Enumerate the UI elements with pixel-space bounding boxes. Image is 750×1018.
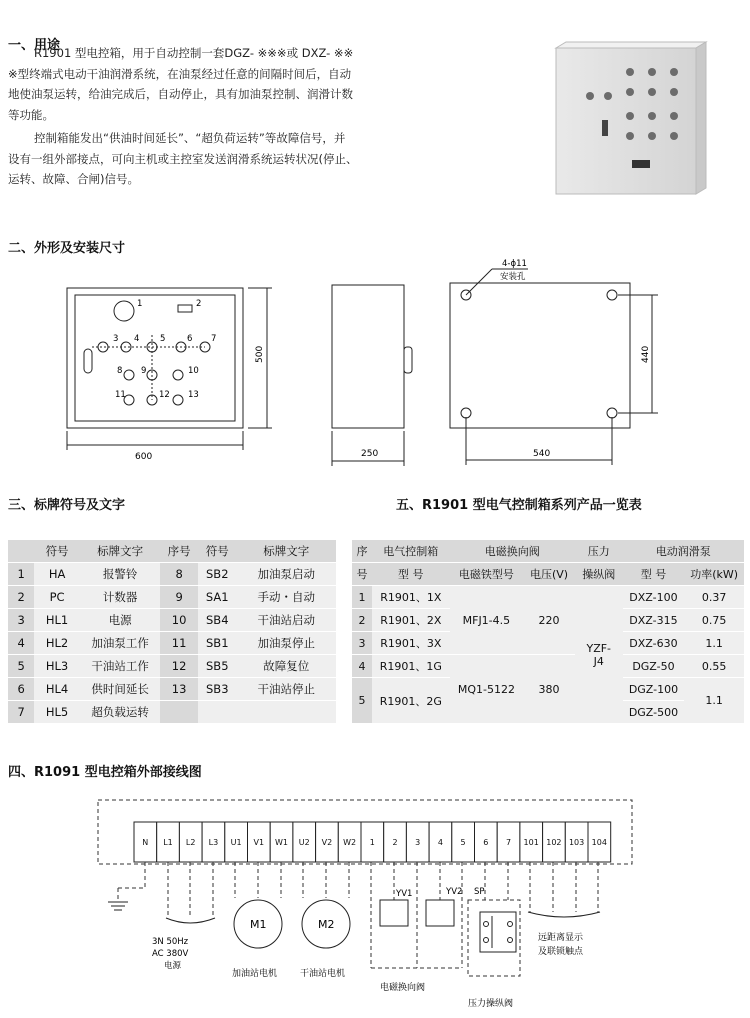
td: HL4 [34, 678, 80, 701]
td: 超负载运转 [80, 701, 160, 724]
front-view [67, 288, 272, 450]
m2-label: M2 [318, 918, 335, 931]
section1-paragraph-2 [8, 128, 418, 190]
td: 手动・自动 [237, 586, 336, 609]
back-view [450, 269, 658, 465]
side-label-depth: 250 [361, 449, 379, 459]
td: 220 [523, 586, 575, 655]
front-num: 6 [187, 334, 193, 344]
table-row [8, 563, 336, 586]
terminal-label: V2 [321, 838, 333, 847]
th: 符号 [34, 540, 80, 563]
m2-caption: 干油站电机 [300, 969, 346, 979]
psw-caption: 压力操纵阀 [468, 999, 514, 1009]
section4-heading: 四、R1091 型电控箱外部接线图 [8, 765, 202, 780]
td: SB2 [198, 563, 237, 586]
td: MQ1-5122 [450, 655, 524, 724]
td: SB4 [198, 609, 237, 632]
dimension-drawings [0, 255, 750, 470]
table-row [8, 609, 336, 632]
td: HL2 [34, 632, 80, 655]
td: 1 [8, 563, 34, 586]
td: 加油泵启动 [237, 563, 336, 586]
td: 1.1 [684, 632, 744, 655]
td: 380 [523, 655, 575, 724]
power-brace [166, 918, 215, 923]
front-num: 1 [137, 299, 143, 309]
td: DXZ-315 [623, 609, 685, 632]
td [237, 701, 336, 724]
td: 2 [352, 609, 372, 632]
para-line: 地使油泵运转，给油完成后，自动停止，具有加油泵控制、润滑计数 [8, 87, 353, 101]
th: 电压(V) [523, 563, 575, 586]
td: R1901、2X [372, 609, 450, 632]
td: DXZ-630 [623, 632, 685, 655]
td: SB1 [198, 632, 237, 655]
symbol-table [8, 540, 336, 724]
td: 5 [352, 678, 372, 724]
front-label-width: 600 [135, 452, 153, 462]
td: DGZ-50 [623, 655, 685, 678]
th: 型 号 [623, 563, 685, 586]
hole-label: 安装孔 [500, 272, 526, 282]
td [160, 701, 198, 724]
section2-heading: 二、外形及安装尺寸 [8, 241, 126, 256]
td [575, 586, 623, 724]
th: 电气控制箱 [372, 540, 450, 563]
td: SB5 [198, 655, 237, 678]
td: SA1 [198, 586, 237, 609]
side-view [332, 285, 412, 466]
th: 序号 [160, 540, 198, 563]
terminal-label: V1 [253, 838, 265, 847]
td: 干油站启动 [237, 609, 336, 632]
terminal-label: W2 [343, 838, 357, 847]
terminal-label: 5 [460, 838, 466, 847]
sp-label: SP [474, 887, 485, 897]
valve-caption: 电磁换向阀 [380, 983, 426, 993]
td: 供时间延长 [80, 678, 160, 701]
front-num: 3 [113, 334, 119, 344]
th: 序 [352, 540, 372, 563]
section5-heading: 五、R1901 型电气控制箱系列产品一览表 [396, 498, 642, 513]
td: 1 [352, 586, 372, 609]
th: 号 [352, 563, 372, 586]
power-line-3: 电源 [164, 961, 182, 971]
terminal-label: L2 [185, 838, 196, 847]
td: 8 [160, 563, 198, 586]
th: 符号 [198, 540, 237, 563]
td: R1901、1X [372, 586, 450, 609]
terminal-label: 1 [369, 838, 375, 847]
section3-heading: 三、标牌符号及文字 [8, 498, 126, 513]
td [198, 701, 237, 724]
th: 标牌文字 [80, 540, 160, 563]
td: 故障复位 [237, 655, 336, 678]
front-num: 13 [188, 390, 199, 400]
td: 电源 [80, 609, 160, 632]
front-num: 12 [159, 390, 170, 400]
td: 2 [8, 586, 34, 609]
back-label-height: 440 [641, 345, 651, 363]
td: HL3 [34, 655, 80, 678]
th: 电磁换向阀 [450, 540, 575, 563]
para-line: 等功能。 [8, 107, 54, 122]
front-num: 4 [134, 334, 140, 344]
td: 9 [160, 586, 198, 609]
td: 6 [8, 678, 34, 701]
table-header [352, 540, 744, 563]
pressure-line: YZF- [586, 641, 612, 655]
td: 0.37 [684, 586, 744, 609]
td: HA [34, 563, 80, 586]
terminal-label: 104 [591, 838, 607, 847]
th [8, 540, 34, 563]
terminal-label: 103 [568, 838, 585, 847]
front-num: 5 [160, 334, 166, 344]
td: 4 [352, 655, 372, 678]
terminal-label: W1 [275, 838, 288, 847]
hole-spec: 4-ϕ11 [502, 259, 527, 269]
front-num: 7 [211, 334, 217, 344]
terminal-label: N [142, 838, 149, 847]
th: 压力 [575, 540, 623, 563]
valve-yv1-icon [380, 900, 408, 926]
td: 0.75 [684, 609, 744, 632]
table-row [8, 701, 336, 724]
pressure-line: J4 [593, 654, 604, 668]
td: 加油泵停止 [237, 632, 336, 655]
td: 1.1 [684, 678, 744, 724]
td: 3 [352, 632, 372, 655]
th: 电磁铁型号 [450, 563, 524, 586]
control-box-photo [550, 40, 710, 195]
td: 0.55 [684, 655, 744, 678]
ground-icon [108, 902, 128, 910]
td: 13 [160, 678, 198, 701]
remote-line-1: 远距离显示 [538, 933, 584, 943]
td: R1901、1G [372, 655, 450, 678]
th: 电动润滑泵 [623, 540, 744, 563]
product-table [352, 540, 744, 724]
table-row [8, 586, 336, 609]
para-line: 控制箱能发出“供油时间延长”、“超负荷运转”等故障信号，并 [34, 131, 346, 145]
terminal-label: L3 [208, 838, 219, 847]
terminal-label: 3 [415, 838, 421, 847]
wires [118, 862, 598, 976]
para-line: R1901 型电控箱，用于自动控制一套DGZ- ※※※或 DXZ- ※※ [34, 46, 354, 60]
table-row [352, 655, 744, 678]
back-label-width: 540 [533, 449, 551, 459]
para-line: 运转、故障、合闸)信号。 [8, 172, 139, 186]
td: DGZ-100 [623, 678, 685, 701]
front-num: 9 [141, 366, 147, 376]
td: 4 [8, 632, 34, 655]
terminal-label: L1 [163, 838, 173, 847]
td: MFJ1-4.5 [450, 586, 524, 655]
td: DGZ-500 [623, 701, 685, 724]
terminal-strip [134, 822, 611, 862]
td: 10 [160, 609, 198, 632]
section1-paragraph-1 [8, 43, 418, 125]
th: 型 号 [372, 563, 450, 586]
td: HL5 [34, 701, 80, 724]
terminal-label: 2 [392, 838, 398, 847]
terminal-label: 102 [546, 838, 562, 847]
td: R1901、2G [372, 678, 450, 724]
th: 标牌文字 [237, 540, 336, 563]
remote-brace [528, 912, 600, 917]
front-num: 8 [117, 366, 123, 376]
front-label-height: 500 [255, 345, 265, 363]
td: 12 [160, 655, 198, 678]
table-row [8, 632, 336, 655]
td: DXZ-100 [623, 586, 685, 609]
power-line-1: 3N 50Hz [152, 937, 189, 947]
th: 功率(kW) [684, 563, 744, 586]
table-header [8, 540, 336, 563]
td: PC [34, 586, 80, 609]
td: HL1 [34, 609, 80, 632]
m1-caption: 加油站电机 [232, 969, 278, 979]
m1-label: M1 [250, 918, 267, 931]
td: R1901、3X [372, 632, 450, 655]
para-line: ※型终端式电动干油润滑系统，在油泵经过任意的间隔时间后，自动 [8, 66, 352, 81]
td: 计数器 [80, 586, 160, 609]
td: 报警铃 [80, 563, 160, 586]
table-row [352, 586, 744, 609]
pressure-switch-icon [480, 912, 516, 952]
para-line: 设有一组外部接点，可向主机或主控室发送润滑系统运转状况(停止、 [8, 151, 358, 166]
th: 操纵阀 [575, 563, 623, 586]
terminal-label: U2 [298, 838, 310, 847]
wiring-diagram [0, 790, 750, 1018]
td: 干油站停止 [237, 678, 336, 701]
terminal-label: 101 [523, 838, 539, 847]
terminal-label: U1 [230, 838, 242, 847]
terminal-label: 6 [483, 838, 489, 847]
td: 加油泵工作 [80, 632, 160, 655]
table-header [352, 563, 744, 586]
yv1-label: YV1 [396, 889, 413, 899]
front-num: 10 [188, 366, 199, 376]
td: 5 [8, 655, 34, 678]
front-num: 11 [115, 390, 126, 400]
terminal-label: 7 [505, 838, 512, 847]
td: 3 [8, 609, 34, 632]
table-row [8, 655, 336, 678]
table-row [8, 678, 336, 701]
remote-line-2: 及联锁触点 [538, 947, 584, 957]
section1-heading: 一、用途 [8, 38, 61, 53]
valve-yv2-icon [426, 900, 454, 926]
front-num: 2 [196, 299, 202, 309]
td: 11 [160, 632, 198, 655]
td: 干油站工作 [80, 655, 160, 678]
yv2-label: YV2 [446, 887, 463, 897]
terminal-label: 4 [437, 838, 443, 847]
td: 7 [8, 701, 34, 724]
td: SB3 [198, 678, 237, 701]
power-line-2: AC 380V [152, 949, 189, 959]
